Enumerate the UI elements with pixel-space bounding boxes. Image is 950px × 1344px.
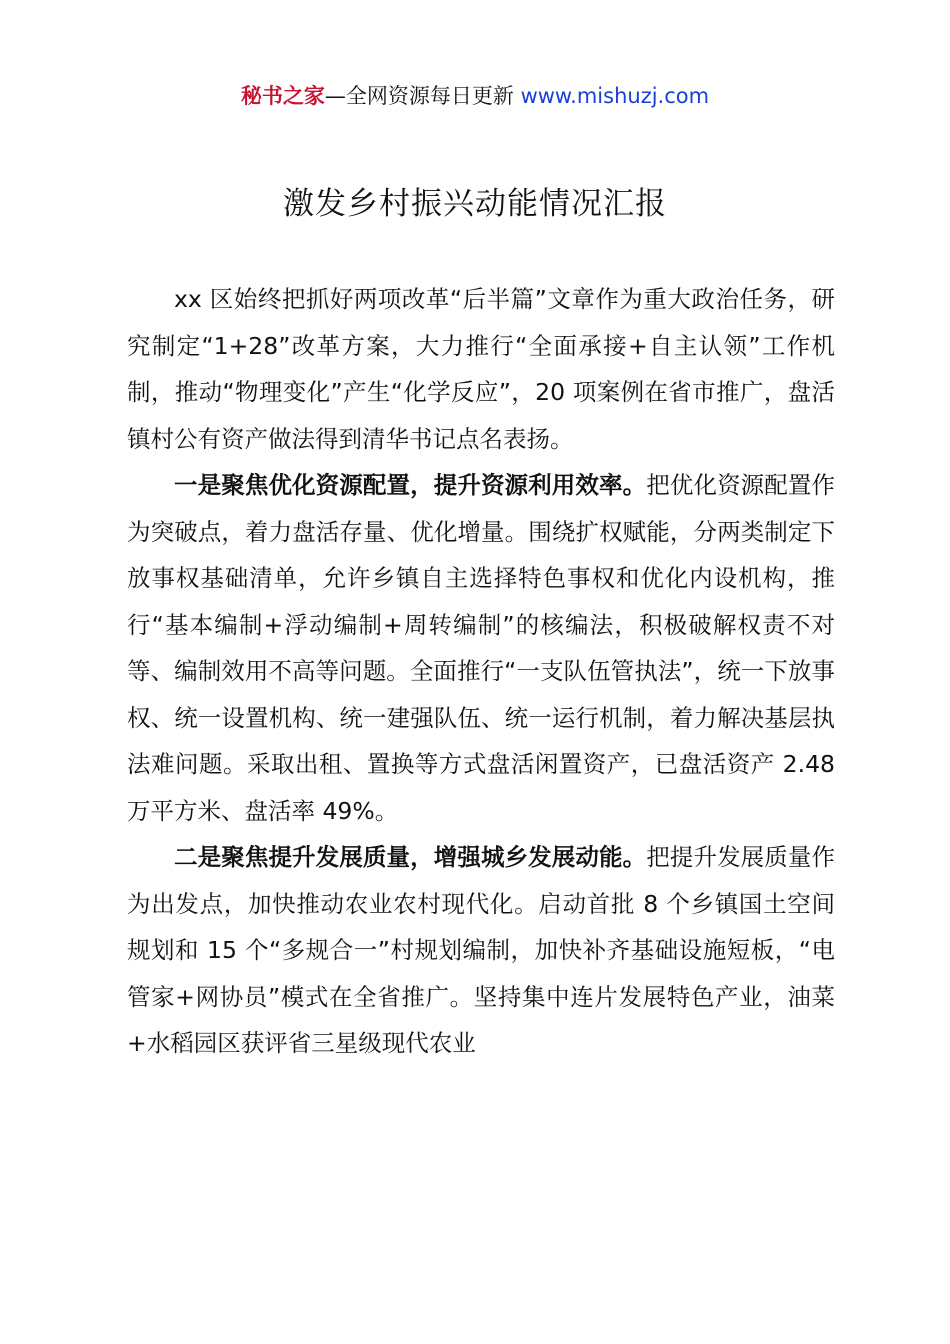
paragraph-text: xx 区始终把抓好两项改革“后半篇”文章作为重大政治任务，研究制定“1+28”改革方案，大力推行“全面承接+自主认领”工作机制，推动“物理变化”产生“化学反应”，20 项案例在省市推广，盘活镇村公有资产做法得到清华书记点名表扬。 bbox=[127, 285, 835, 453]
site-header bbox=[0, 80, 950, 112]
paragraph-intro bbox=[127, 276, 835, 462]
paragraph-lead: 一是聚焦优化资源配置，提升资源利用效率。 bbox=[174, 471, 647, 499]
document-title: 激发乡村振兴动能情况汇报 bbox=[283, 186, 667, 222]
paragraph-point-1 bbox=[127, 462, 835, 834]
header-tagline: —全网资源每日更新 bbox=[324, 84, 521, 108]
paragraph-point-2 bbox=[127, 834, 835, 1067]
paragraph-text: 把优化资源配置作为突破点，着力盘活存量、优化增量。围绕扩权赋能，分两类制定下放事权基础清单，允许乡镇自主选择特色事权和优化内设机构，推行“基本编制+浮动编制+周转编制”的核编法，积极破解权责不对等、编制效用不高等问题。全面推行“一支队伍管执法”，统一下放事权、统一设置机构、统一建强队伍、统一运行机制，着力解决基层执法难问题。采取出租、置换等方式盘活闲置资产，已盘活资产 2.48 万平方米、盘活率 49%。 bbox=[127, 471, 836, 825]
paragraph-lead: 二是聚焦提升发展质量，增强城乡发展动能。 bbox=[174, 843, 647, 871]
paragraph-text: 把提升发展质量作为出发点，加快推动农业农村现代化。启动首批 8 个乡镇国土空间规划和 15 个“多规合一”村规划编制，加快补齐基础设施短板，“电管家+网协员”模式在全省推广。坚持集中连片发展特色产业，油菜+水稻园区获评省三星级现代农业 bbox=[127, 843, 836, 1057]
site-url[interactable]: www.mishuzj.com bbox=[520, 84, 710, 108]
document-body bbox=[127, 276, 835, 1067]
brand-name: 秘书之家 bbox=[240, 84, 325, 108]
